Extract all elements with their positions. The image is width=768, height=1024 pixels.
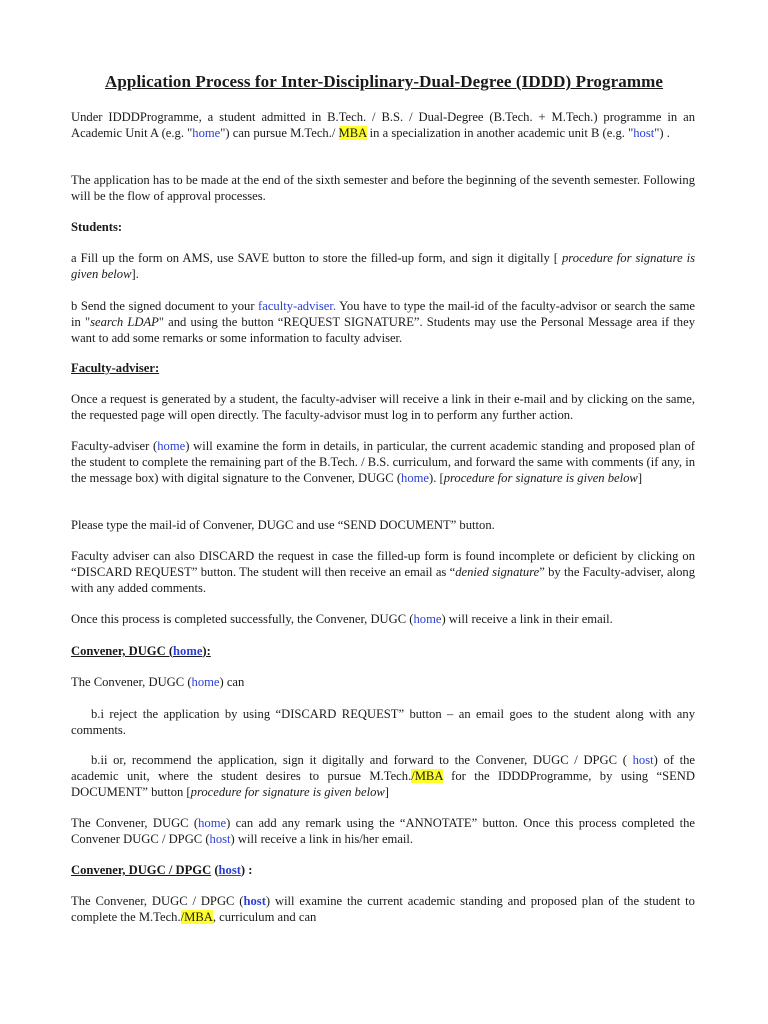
text: ) can add any remark using the “ANNOTATE” button. Once this process completed the Convener DUGC / DPGC ( <box>71 816 695 846</box>
convener-host-para-1 <box>71 894 695 926</box>
text: b.ii or, recommend the application, sign it digitally and forward to the Convener, DUGC / DPGC ( <box>91 753 633 767</box>
text: ] <box>384 784 389 799</box>
italic-text: denied signature <box>455 564 540 579</box>
text: ") . <box>654 125 670 140</box>
home-link: home <box>401 470 429 485</box>
text: Convener, DUGC ( <box>71 644 174 658</box>
host-link: host <box>243 894 266 908</box>
text: a Fill up the form on AMS, use SAVE button to store the filled-up form, and sign it digitally [ <box>71 251 562 265</box>
mba-highlight: MBA <box>338 125 367 140</box>
text: ( <box>211 863 219 877</box>
text: ) will receive a link in his/her email. <box>230 831 414 846</box>
italic-text: procedure for signature is given below <box>190 784 385 799</box>
host-link: host <box>209 831 231 846</box>
text: ) will receive a link in their email. <box>441 612 613 626</box>
text: ): <box>202 644 211 658</box>
convener-home-para-1 <box>71 675 695 691</box>
timing-paragraph: The application has to be made at the end of the sixth semester and before the beginning of the seventh semester. Following will be the flow of approval processes. <box>71 173 695 203</box>
text: for the IDDDProgramme, by using “SEND DOCUMENT” button [ <box>71 768 695 799</box>
text: Convener, DUGC / DPGC <box>71 863 212 877</box>
faculty-para-2 <box>71 439 695 486</box>
home-link: home <box>157 439 186 453</box>
mba-highlight: /MBA <box>180 909 213 924</box>
host-link: host <box>633 125 655 140</box>
text: ) of the academic unit, where the student desires to pursue M.Tech. <box>71 753 695 783</box>
faculty-para-5 <box>71 612 695 628</box>
text: " and using the button “REQUEST SIGNATURE”. Students may use the Personal Message area if they want to add some remarks or some information to faculty adviser. <box>71 314 695 345</box>
option-b-i: b.i reject the application by using “DISCARD REQUEST” button – an email goes to the student along with any comments. <box>71 707 695 737</box>
mba-highlight: /MBA <box>411 768 443 783</box>
document-title: Application Process for Inter-Disciplinary-Dual-Degree (IDDD) Programme <box>104 72 664 91</box>
text: ) : <box>240 863 253 877</box>
text: Once this process is completed successfully, the Convener, DUGC ( <box>71 612 414 626</box>
text: Faculty adviser can also DISCARD the request in case the filled-up form is found incomplete or deficient by clicking on “DISCARD REQUEST” button. The student will then receive an email as “ <box>71 549 695 579</box>
host-link: host <box>632 753 654 767</box>
text: , curriculum and can <box>212 909 317 924</box>
italic-text: procedure for signature is given below <box>71 251 695 281</box>
home-link: home <box>198 816 227 830</box>
faculty-para-3: Please type the mail-id of Convener, DUGC and use “SEND DOCUMENT” button. <box>71 518 495 532</box>
home-link: home <box>192 125 221 140</box>
text: The Convener, DUGC / DPGC ( <box>71 894 244 908</box>
text: ) will examine the current academic standing and proposed plan of the student to complete the M.Tech. <box>71 894 695 924</box>
intro-paragraph <box>71 110 695 142</box>
text: ” by the Faculty-adviser, along with any added comments. <box>71 564 696 595</box>
step-a <box>71 251 695 283</box>
text: ]. <box>131 266 139 281</box>
convener-home-heading <box>71 644 211 660</box>
faculty-adviser-heading: Faculty-adviser: <box>71 361 160 375</box>
text: You have to type the mail-id of the faculty-advisor or search the same in " <box>71 299 695 329</box>
convener-host-heading <box>71 863 252 879</box>
text: ) will examine the form in details, in particular, the current academic standing and proposed plan of the student to complete the remaining part of the B.Tech. / B.S. curriculum, and forward the same with comments (if any, in the message box) with digital signature to the Convener, DUGC ( <box>71 439 695 485</box>
home-link: home <box>413 612 442 626</box>
faculty-para-1: Once a request is generated by a student, the faculty-adviser will receive a link in their e-mail and by clicking on the same, the requested page will open directly. The faculty-advisor must log in to perform any further action. <box>71 392 695 422</box>
italic-text: search LDAP <box>90 314 159 329</box>
text: Faculty-adviser ( <box>71 439 158 453</box>
home-link: home <box>173 644 203 658</box>
home-link: home <box>191 675 220 689</box>
text: ) can <box>219 675 245 689</box>
text: The Convener, DUGC ( <box>71 816 199 830</box>
option-b-ii <box>71 753 695 800</box>
text: ] <box>637 470 643 485</box>
convener-home-para-2 <box>71 816 695 848</box>
text: b Send the signed document to your <box>71 299 259 313</box>
text: The Convener, DUGC ( <box>71 675 192 689</box>
host-link: host <box>218 863 241 877</box>
step-b <box>71 299 695 346</box>
faculty-adviser-link: faculty-adviser. <box>258 299 337 313</box>
text: in a specialization in another academic unit B (e.g. " <box>366 125 634 140</box>
italic-text: procedure for signature is given below <box>443 470 638 485</box>
text: ") can pursue M.Tech./ <box>220 125 339 140</box>
faculty-para-4 <box>71 549 695 596</box>
text: ). [ <box>429 470 444 485</box>
students-heading: Students: <box>71 220 123 234</box>
text: Under IDDDProgramme, a student admitted in B.Tech. / B.S. / Dual-Degree (B.Tech. + M.Tech.) programme in an Academic Unit A (e.g. " <box>71 110 695 140</box>
